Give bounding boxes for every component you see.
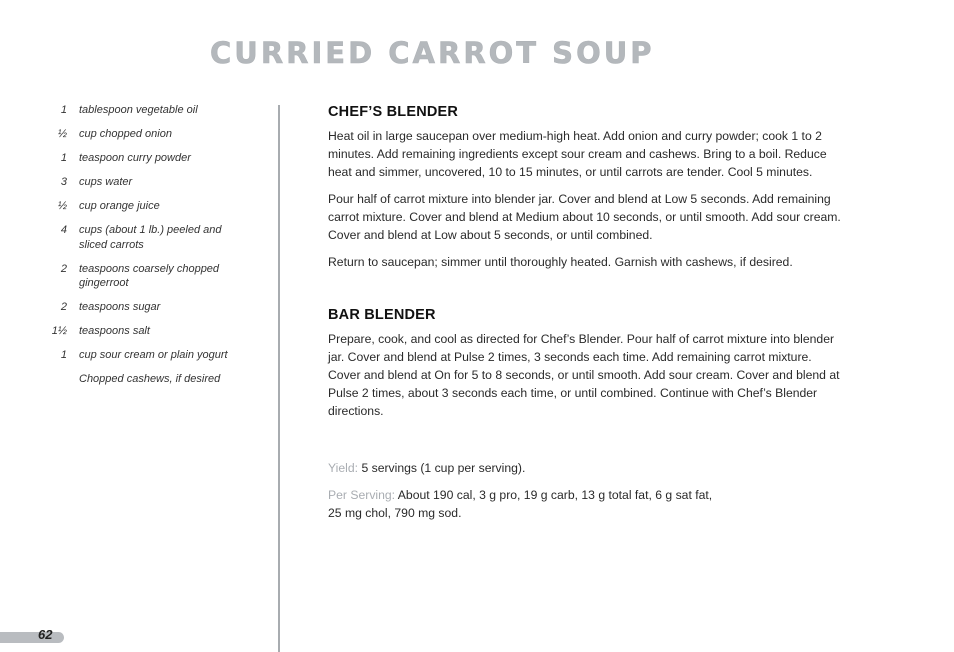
page-number-tab [0, 632, 64, 643]
per-serving-label: Per Serving: [328, 488, 396, 502]
ingredient-description: teaspoons sugar [79, 301, 161, 313]
ingredient-description: Chopped cashews, if desired [79, 373, 221, 385]
page-number: 62 [38, 627, 53, 642]
ingredient-quantity: ½ [57, 200, 67, 212]
ingredient-description: cups water [79, 176, 133, 188]
ingredient-item [40, 151, 240, 166]
ingredient-quantity: 2 [60, 301, 67, 313]
bar-blender-section [328, 306, 843, 420]
ingredient-quantity: 3 [60, 176, 67, 188]
chefs-blender-section [328, 103, 843, 271]
ingredient-description: teaspoons coarsely chopped gingerroot [79, 262, 220, 289]
ingredient-item [40, 372, 240, 387]
column-divider [278, 105, 280, 652]
instruction-paragraph: Pour half of carrot mixture into blender jar. Cover and blend at Low 5 seconds. Add remaining carrot mixture. Cover and blend at Medium about 10 seconds, or until smooth. Add sour cream. Cover and blend at Low about 5 seconds, or until combined. [328, 192, 841, 242]
per-serving-value: About 190 cal, 3 g pro, 19 g carb, 13 g total fat, 6 g sat fat, [397, 488, 713, 502]
ingredient-item [40, 348, 240, 363]
ingredient-item [40, 175, 240, 190]
ingredient-quantity: 1½ [51, 325, 67, 337]
ingredient-item [40, 223, 240, 252]
ingredient-quantity: 1 [60, 152, 67, 164]
ingredient-item [40, 262, 240, 291]
ingredient-description: teaspoons salt [79, 325, 150, 337]
ingredient-quantity: 4 [60, 224, 67, 236]
ingredient-description: cup chopped onion [79, 128, 172, 140]
ingredient-quantity: 1 [60, 104, 67, 116]
section-heading: BAR BLENDER [328, 307, 436, 323]
ingredient-quantity: ½ [57, 128, 67, 140]
per-serving-line [328, 486, 843, 522]
ingredient-quantity [40, 372, 79, 387]
page-title: CURRIED CARROT SOUP [210, 36, 655, 70]
ingredient-quantity: 1 [60, 349, 67, 361]
ingredient-item [40, 199, 240, 214]
instruction-paragraph: Prepare, cook, and cool as directed for Chef’s Blender. Pour half of carrot mixture into blender jar. Cover and blend at Pulse 2 times, 3 seconds each time. Add remaining carrot mixture. Cover and blend at On for 5 to 8 seconds, or until smooth. Add sour cream. Cover and blend at Pulse 2 times, about 3 seconds each time, or until combined. Continue with Chef’s Blender directions. [328, 332, 840, 418]
ingredient-description: tablespoon vegetable oil [79, 104, 198, 116]
yield-value: 5 servings (1 cup per serving). [361, 461, 526, 475]
per-serving-value-line2: 25 mg chol, 790 mg sod. [328, 506, 462, 520]
yield-line [328, 459, 843, 477]
ingredient-description: cups (about 1 lb.) peeled and sliced carrots [79, 224, 222, 251]
instructions [328, 103, 843, 531]
ingredient-item [40, 127, 240, 142]
ingredient-description: cup sour cream or plain yogurt [79, 349, 228, 361]
ingredient-item [40, 103, 240, 118]
instruction-paragraph: Return to saucepan; simmer until thoroughly heated. Garnish with cashews, if desired. [328, 255, 793, 269]
section-heading: CHEF’S BLENDER [328, 104, 459, 120]
ingredient-list [40, 103, 240, 396]
nutrition-info [328, 459, 843, 522]
ingredient-item [40, 300, 240, 315]
ingredient-description: teaspoon curry powder [79, 152, 191, 164]
ingredient-item [40, 324, 240, 339]
ingredient-description: cup orange juice [79, 200, 160, 212]
instruction-paragraph: Heat oil in large saucepan over medium-high heat. Add onion and curry powder; cook 1 to 2 minutes. Add remaining ingredients except sour cream and cashews. Bring to a boil. Reduce heat and simmer, uncovered, 10 to 15 minutes, or until carrots are tender. Cool 5 minutes. [328, 129, 827, 179]
ingredient-quantity: 2 [60, 262, 67, 275]
yield-label: Yield: [328, 461, 359, 475]
